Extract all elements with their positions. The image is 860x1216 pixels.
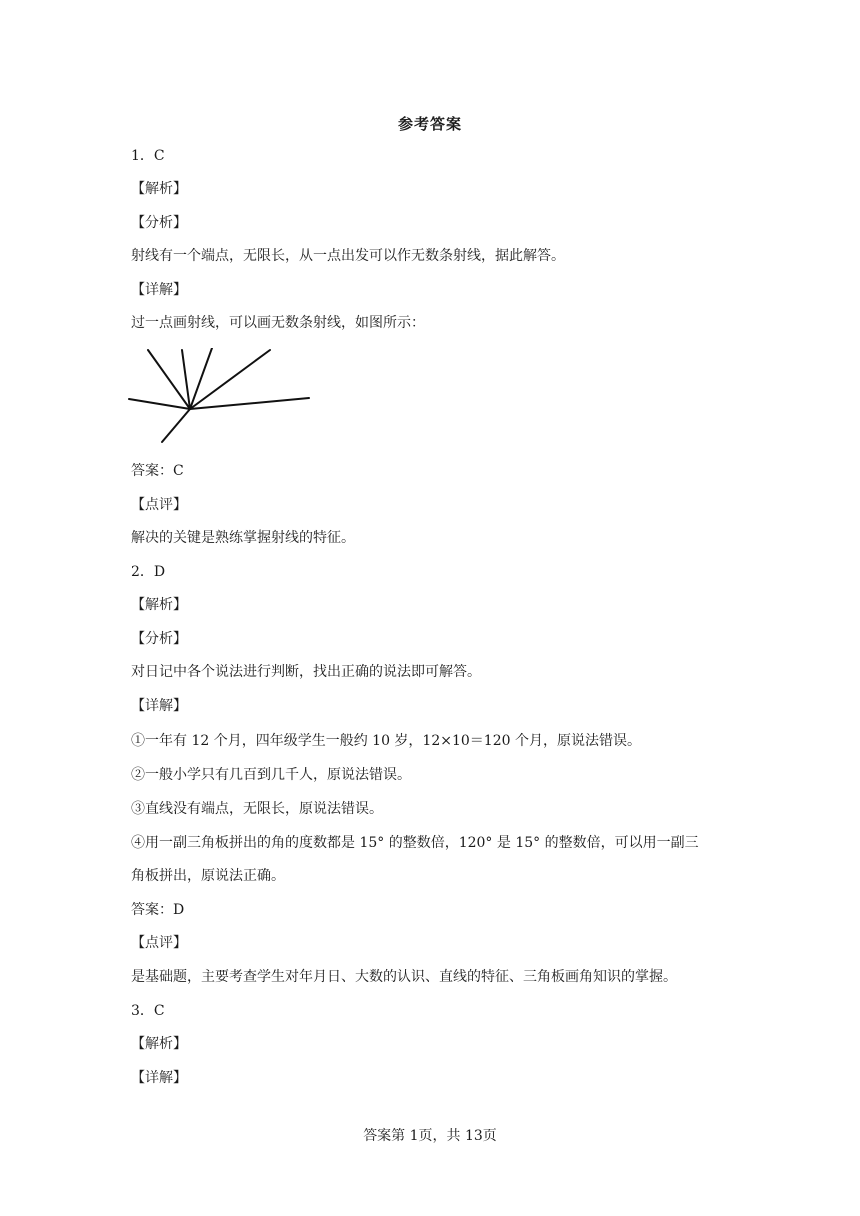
q3-answer-line: 3．C (131, 1003, 165, 1019)
ray-6 (129, 399, 190, 409)
q2-xiangjie-heading: 【详解】 (131, 698, 187, 714)
q1-fenxi-heading: 【分析】 (131, 215, 187, 231)
q3-jiexi-heading: 【解析】 (131, 1036, 187, 1052)
q2-dianping-heading: 【点评】 (131, 935, 187, 951)
ray-7 (162, 409, 190, 442)
q2-item-2: ②一般小学只有几百到几千人，原说法错误。 (131, 767, 411, 783)
q2-answer-line: 2．D (131, 564, 166, 580)
q2-item-4-line-2: 角板拼出，原说法正确。 (131, 868, 285, 884)
q1-jiexi-heading: 【解析】 (131, 181, 187, 197)
ray-5 (190, 398, 309, 409)
q3-xiangjie-heading: 【详解】 (131, 1070, 187, 1086)
q2-comment-text: 是基础题，主要考查学生对年月日、大数的认识、直线的特征、三角板画角知识的掌握。 (131, 969, 677, 985)
q1-final-answer: 答案：C (131, 463, 184, 479)
page-footer: 答案第 1页，共 13页 (363, 1128, 497, 1144)
q2-item-4-line-1: ④用一副三角板拼出的角的度数都是 15° 的整数倍，120° 是 15° 的整数倍，可以用一副三 (131, 835, 699, 851)
ray-4 (190, 350, 270, 409)
q1-comment-text: 解决的关键是熟练掌握射线的特征。 (131, 530, 355, 546)
page-title: 参考答案 (397, 115, 462, 133)
rays-figure (128, 348, 313, 446)
q2-fenxi-heading: 【分析】 (131, 631, 187, 647)
q2-jiexi-heading: 【解析】 (131, 597, 187, 613)
q1-xiangjie-heading: 【详解】 (131, 282, 187, 298)
q1-answer-line: 1．C (131, 148, 165, 164)
q2-item-3: ③直线没有端点，无限长，原说法错误。 (131, 801, 383, 817)
q1-detail-text: 过一点画射线，可以画无数条射线，如图所示： (131, 315, 425, 331)
q2-item-1: ①一年有 12 个月，四年级学生一般约 10 岁，12×10＝120 个月，原说法错误。 (131, 733, 641, 749)
q1-dianping-heading: 【点评】 (131, 497, 187, 513)
q2-final-answer: 答案：D (131, 902, 185, 918)
q1-analysis-text: 射线有一个端点，无限长，从一点出发可以作无数条射线，据此解答。 (131, 248, 565, 264)
q2-analysis-text: 对日记中各个说法进行判断，找出正确的说法即可解答。 (131, 664, 481, 680)
